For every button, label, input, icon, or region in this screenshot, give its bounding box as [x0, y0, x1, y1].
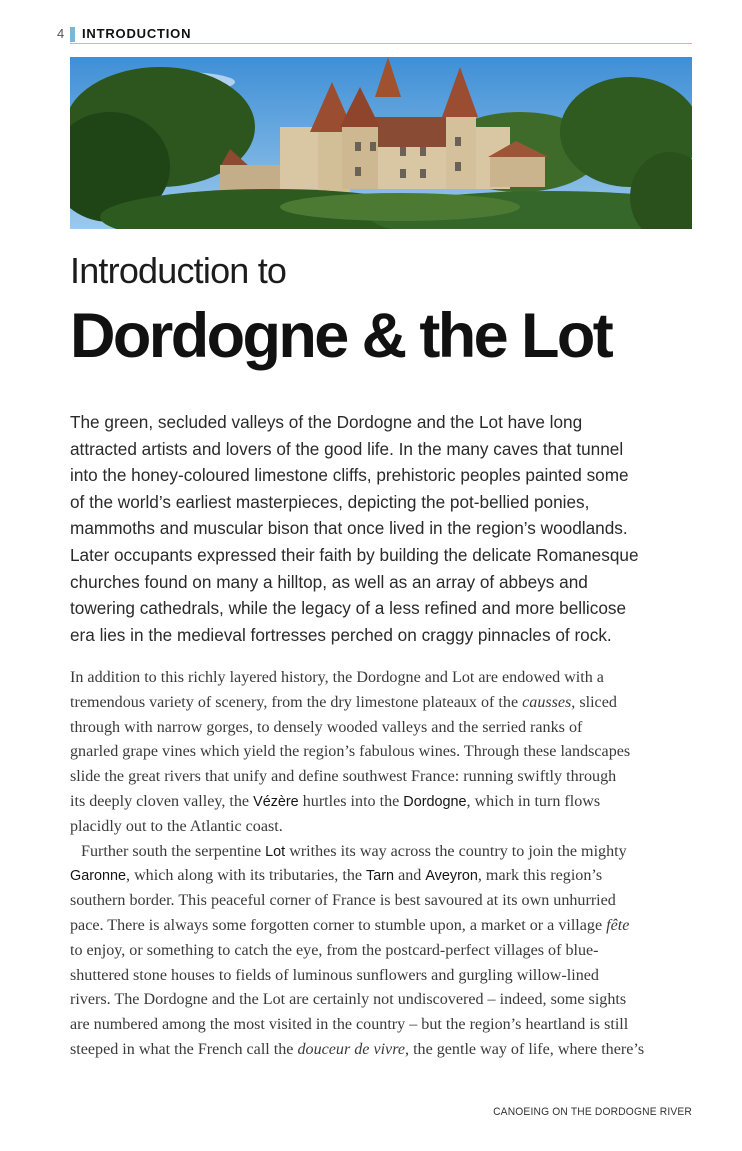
body-line: [70, 988, 696, 1013]
body-line: [70, 864, 696, 889]
text-run: , sliced: [571, 693, 617, 711]
lead-line: Later occupants expressed their faith by building the delicate Romanesque: [70, 544, 639, 565]
place-name-garonne: Garonne: [70, 868, 127, 885]
lead-line: attracted artists and lovers of the good life. In the many caves that tunnel: [70, 438, 624, 459]
lead-paragraph: [70, 409, 694, 648]
body-line: [70, 666, 696, 691]
body-text: [70, 666, 696, 1063]
italic-term: douceur de vivre: [297, 1040, 406, 1058]
text-run: , which in turn flows: [466, 792, 601, 810]
italic-term: fête: [606, 916, 630, 934]
body-line: [70, 840, 696, 865]
body-line: [70, 914, 696, 939]
text-run: through with narrow gorges, to densely wooded valleys and the serried ranks of: [70, 718, 583, 736]
body-line: [70, 790, 696, 815]
text-run: , mark this region’s: [477, 867, 603, 885]
place-name-dordogne: Dordogne: [403, 793, 467, 810]
title-line-2: Dordogne & the Lot: [70, 301, 612, 371]
italic-term: causses: [522, 693, 572, 711]
text-run: gnarled grape vines which yield the region’s fabulous wines. Through these landscapes: [70, 743, 631, 761]
text-run: rivers. The Dordogne and the Lot are certainly not undiscovered – indeed, some sights: [70, 991, 627, 1009]
text-run: steeped in what the French call the: [70, 1040, 298, 1058]
text-run: Further south the serpentine: [81, 842, 266, 860]
body-line: [70, 765, 696, 790]
lead-line: mammoths and muscular bison that once lived in the region’s woodlands.: [70, 518, 628, 539]
text-run: placidly out to the Atlantic coast.: [70, 817, 283, 835]
body-line: [70, 1038, 696, 1063]
place-name-lot: Lot: [265, 843, 286, 860]
hero-photo-chateau: [70, 57, 692, 229]
lead-line: The green, secluded valleys of the Dordogne and the Lot have long: [70, 412, 583, 432]
text-run: are numbered among the most visited in the country – but the region’s heartland is still: [70, 1016, 629, 1034]
text-run: and: [394, 867, 426, 885]
header-rule: [70, 43, 692, 44]
lead-line: era lies in the medieval fortresses perched on craggy pinnacles of rock.: [70, 624, 612, 645]
body-line: [70, 964, 696, 989]
lead-line: of the world’s earliest masterpieces, depicting the pot-bellied ponies,: [70, 491, 590, 512]
text-run: , which along with its tributaries, the: [126, 867, 367, 885]
lead-line: into the honey-coloured limestone cliffs, prehistoric peoples painted some: [70, 465, 629, 486]
place-name-tarn: Tarn: [366, 868, 395, 885]
body-line: [70, 740, 696, 765]
text-run: In addition to this richly layered history, the Dordogne and Lot are endowed with a: [70, 669, 604, 686]
place-name-vezere: Vézère: [253, 793, 299, 810]
section-accent-bar: [70, 27, 75, 42]
lead-line: churches found on many a hilltop, as well as an array of abbeys and: [70, 571, 588, 592]
text-run: its deeply cloven valley, the: [70, 792, 254, 810]
text-run: writhes its way across the country to join the mighty: [285, 842, 627, 860]
text-run: pace. There is always some forgotten corner to stumble upon, a market or a village: [70, 916, 607, 934]
body-line: [70, 1013, 696, 1038]
text-run: , the gentle way of life, where there’s: [405, 1040, 645, 1058]
place-name-aveyron: Aveyron: [425, 868, 478, 885]
photo-caption: CANOEING ON THE DORDOGNE RIVER: [493, 1106, 692, 1118]
text-run: southern border. This peaceful corner of France is best savoured at its own unhurried: [70, 892, 616, 910]
title-line-1: Introduction to: [70, 250, 287, 291]
text-run: shuttered stone houses to fields of luminous sunflowers and gurgling willow-lined: [70, 966, 599, 984]
body-line: [70, 939, 696, 964]
section-title: INTRODUCTION: [82, 26, 192, 41]
text-run: hurtles into the: [298, 792, 404, 810]
body-line: [70, 716, 696, 741]
lead-line: towering cathedrals, while the legacy of a less refined and more bellicose: [70, 598, 627, 619]
text-run: slide the great rivers that unify and define southwest France: running swiftly through: [70, 768, 617, 786]
text-run: to enjoy, or something to catch the eye, from the postcard-perfect villages of blue-: [70, 941, 599, 959]
body-line: [70, 889, 696, 914]
text-run: tremendous variety of scenery, from the dry limestone plateaux of the: [70, 693, 523, 711]
page-number: 4: [57, 26, 65, 41]
body-line: [70, 815, 696, 840]
body-line: [70, 691, 696, 716]
